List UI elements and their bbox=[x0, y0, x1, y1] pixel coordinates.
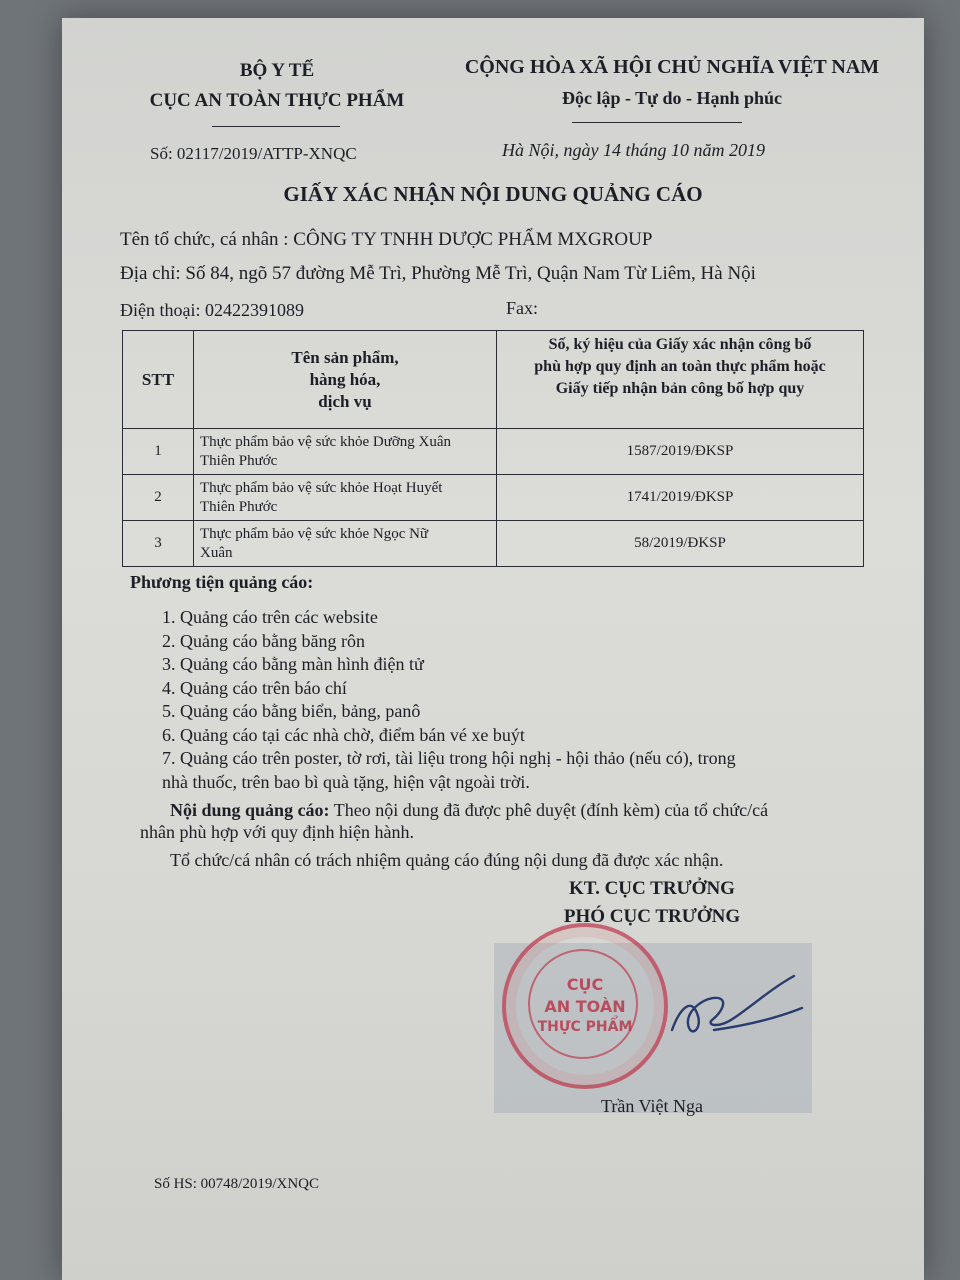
table-row bbox=[123, 521, 864, 567]
media-item: 2. Quảng cáo bằng băng rôn bbox=[162, 630, 365, 651]
content-text: Theo nội dung đã được phê duyệt (đính kèm) của tổ chức/cá bbox=[329, 800, 769, 820]
signer-name: Trần Việt Nga bbox=[601, 1096, 703, 1116]
row-product-line-1: Thực phẩm bảo vệ sức khỏe Dưỡng Xuân bbox=[200, 433, 452, 450]
place-date: Hà Nội, ngày 14 tháng 10 năm 2019 bbox=[502, 140, 765, 160]
media-item: 6. Quảng cáo tại các nhà chờ, điểm bán vé xe buýt bbox=[162, 724, 525, 745]
header-product-line-3: dịch vụ bbox=[318, 391, 372, 411]
country-name: CỘNG HÒA XÃ HỘI CHỦ NGHĨA VIỆT NAM bbox=[464, 56, 880, 78]
products-table bbox=[122, 330, 864, 567]
row-product-line-2: Xuân bbox=[200, 544, 233, 561]
header-cert-line-2: phù hợp quy định an toàn thực phẩm hoặc bbox=[534, 358, 826, 375]
media-list bbox=[162, 606, 882, 794]
row-cert-code: 1587/2019/ĐKSP bbox=[497, 429, 864, 475]
media-item: 4. Quảng cáo trên báo chí bbox=[162, 677, 347, 698]
row-stt: 3 bbox=[123, 521, 194, 567]
row-product-line-2: Thiên Phước bbox=[200, 498, 278, 515]
signer-title-2: PHÓ CỤC TRƯỞNG bbox=[563, 906, 741, 927]
document-number: Số: 02117/2019/ATTP-XNQC bbox=[150, 144, 357, 163]
org-name: Tên tổ chức, cá nhân : CÔNG TY TNHH DƯỢC PHẨM MXGROUP bbox=[120, 229, 653, 250]
row-stt: 1 bbox=[123, 429, 194, 475]
media-item: nhà thuốc, trên bao bì quà tặng, hiện vật ngoài trời. bbox=[162, 771, 530, 792]
official-seal-icon bbox=[502, 923, 668, 1089]
ministry-name: BỘ Y TẾ bbox=[239, 60, 315, 81]
content-text-continued: nhân phù hợp với quy định hiện hành. bbox=[140, 822, 415, 842]
header-cert-line-3: Giấy tiếp nhận bản công bố hợp quy bbox=[555, 380, 805, 397]
header-left-rule bbox=[212, 126, 340, 127]
media-item: 7. Quảng cáo trên poster, tờ rơi, tài liệu trong hội nghị - hội thảo (nếu có), trong bbox=[162, 748, 736, 768]
table-row bbox=[123, 429, 864, 475]
row-product-line-1: Thực phẩm bảo vệ sức khỏe Hoạt Huyết bbox=[200, 479, 443, 496]
seal-text-3: THỰC PHẨM bbox=[537, 1019, 633, 1035]
document-page bbox=[62, 18, 924, 1280]
media-item: 1. Quảng cáo trên các website bbox=[162, 607, 378, 627]
responsibility-note: Tổ chức/cá nhân có trách nhiệm quảng cáo đúng nội dung đã được xác nhận. bbox=[170, 850, 724, 870]
header-product-line-2: hàng hóa, bbox=[309, 369, 381, 389]
header-product-line-1: Tên sản phẩm, bbox=[291, 347, 399, 367]
org-address: Địa chỉ: Số 84, ngõ 57 đường Mễ Trì, Phường Mễ Trì, Quận Nam Từ Liêm, Hà Nội bbox=[120, 263, 756, 284]
national-motto: Độc lập - Tự do - Hạnh phúc bbox=[561, 88, 783, 108]
row-product-line-1: Thực phẩm bảo vệ sức khỏe Ngọc Nữ bbox=[200, 525, 429, 542]
handwritten-signature-icon bbox=[662, 968, 812, 1048]
row-product-name bbox=[194, 475, 497, 521]
header-certificate bbox=[497, 331, 864, 429]
row-stt: 2 bbox=[123, 475, 194, 521]
header-cert-line-1: Số, ký hiệu của Giấy xác nhận công bố bbox=[548, 336, 812, 353]
table-header-row bbox=[123, 331, 864, 429]
row-product-line-2: Thiên Phước bbox=[200, 452, 278, 469]
org-phone: Điện thoại: 02422391089 bbox=[120, 300, 304, 320]
row-cert-code: 1741/2019/ĐKSP bbox=[497, 475, 864, 521]
document-title: GIẤY XÁC NHẬN NỘI DUNG QUẢNG CÁO bbox=[283, 182, 703, 206]
table-row bbox=[123, 475, 864, 521]
content-paragraph bbox=[170, 800, 768, 821]
signer-title-1: KT. CỤC TRƯỞNG bbox=[569, 878, 735, 899]
header-stt: STT bbox=[123, 331, 194, 429]
org-fax: Fax: bbox=[506, 298, 539, 318]
media-item: 5. Quảng cáo bằng biển, bảng, panô bbox=[162, 701, 421, 721]
department-name: CỤC AN TOÀN THỰC PHẨM bbox=[149, 90, 405, 111]
content-label: Nội dung quảng cáo: bbox=[170, 800, 330, 820]
file-number: Số HS: 00748/2019/XNQC bbox=[154, 1176, 320, 1192]
row-cert-code: 58/2019/ĐKSP bbox=[497, 521, 864, 567]
header-right-rule bbox=[572, 122, 742, 123]
media-item: 3. Quảng cáo bằng màn hình điện tử bbox=[162, 654, 424, 674]
row-product-name bbox=[194, 521, 497, 567]
row-product-name bbox=[194, 429, 497, 475]
media-heading: Phương tiện quảng cáo: bbox=[130, 572, 314, 592]
seal-text-2: AN TOÀN bbox=[544, 997, 626, 1016]
header-product bbox=[194, 331, 497, 429]
seal-text-1: CỤC bbox=[566, 975, 604, 994]
